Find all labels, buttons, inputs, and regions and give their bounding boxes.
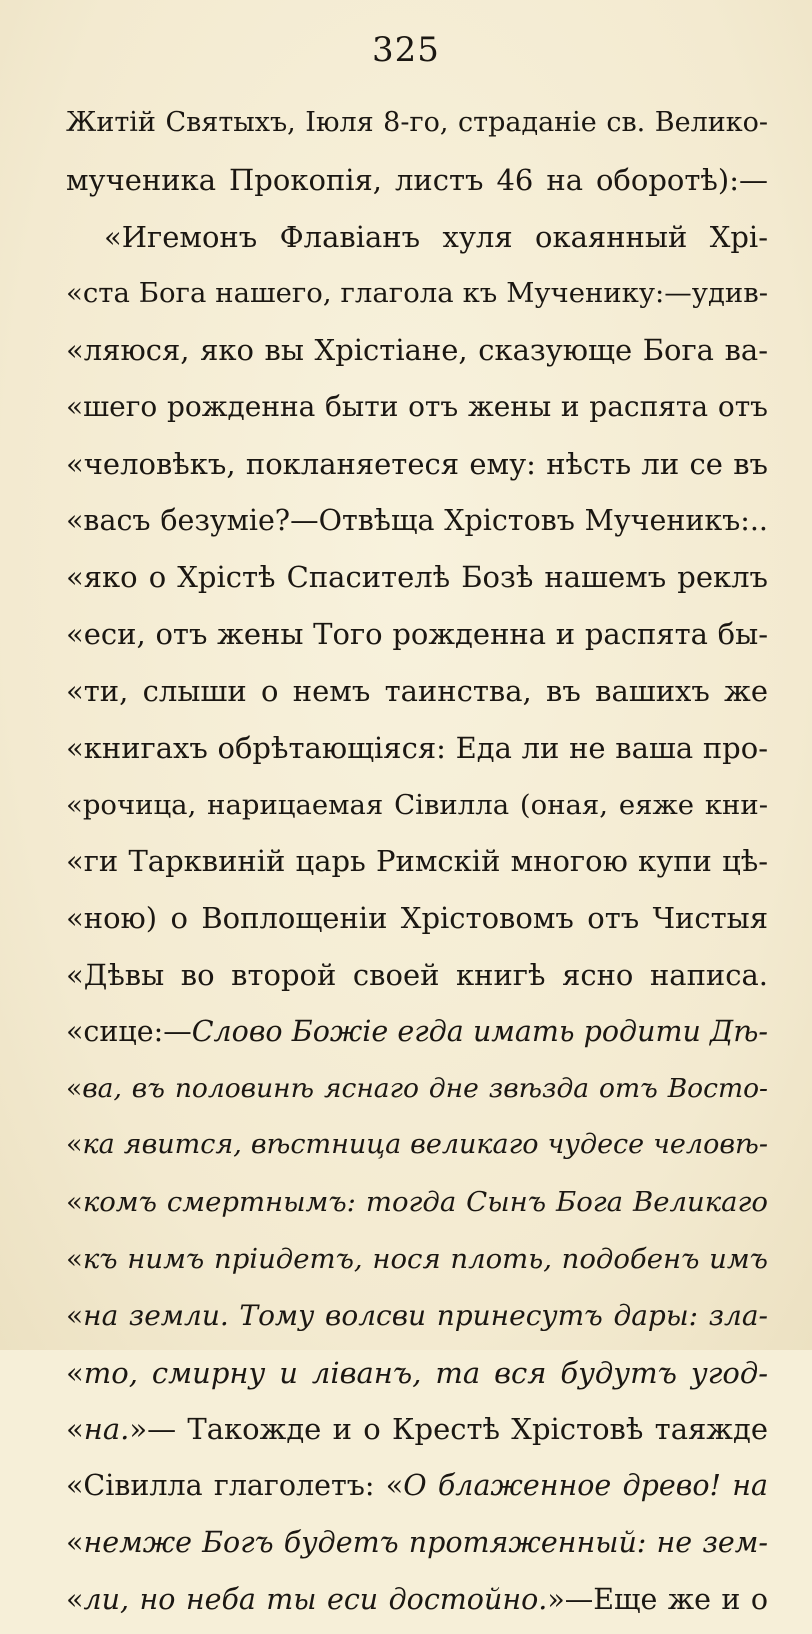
text-segment: « [66, 1298, 84, 1332]
text-line [66, 611, 768, 668]
text-segment: «шего рожденна быти отъ жены и распята отъ [66, 389, 768, 423]
text-line [66, 214, 768, 271]
italic-text-segment: на. [83, 1412, 130, 1447]
italic-text-segment: къ нимъ пріидетъ, нося плоть, подобенъ имъ [82, 1242, 768, 1275]
text-segment: мученика Прокопія, листъ 46 на оборотѣ):— [66, 162, 768, 197]
text-line [66, 384, 768, 441]
text-line [66, 1066, 768, 1123]
text-line [66, 441, 768, 498]
text-segment: «ги Тарквиній царь Римскій многою купи цѣ- [66, 844, 768, 879]
text-segment: «книгахъ обрѣтающіяся: Еда ли не ваша про- [66, 730, 768, 765]
italic-text-segment: О блаженное древо! на [403, 1469, 768, 1503]
text-segment: «еси, отъ жены Того рожденна и распята бы- [66, 617, 768, 652]
text-line [66, 327, 768, 384]
text-segment: «ста Бога нашего, глагола къ Мученику:—удив- [66, 277, 768, 310]
text-segment: «Сівилла глаголетъ: « [66, 1469, 404, 1503]
text-line [66, 1463, 768, 1520]
text-line [66, 838, 768, 895]
text-segment: « [66, 1186, 83, 1219]
text-line [66, 1122, 768, 1179]
text-line [66, 1406, 768, 1463]
text-line [66, 782, 768, 839]
body-text [66, 100, 768, 1634]
text-segment: « [66, 1412, 84, 1447]
text-segment: »—Еще же и о [547, 1582, 768, 1616]
text-segment: «Дѣвы во второй своей книгѣ ясно написа. [66, 957, 768, 992]
text-line [66, 1577, 768, 1634]
text-segment: «ляюся, яко вы Хрістіане, сказующе Бога ва- [66, 333, 768, 368]
italic-text-segment: ли, но неба ты еси достойно. [83, 1582, 548, 1616]
text-segment: «васъ безуміе?—Отвѣща Хрістовъ Мученикъ:.. [66, 503, 768, 537]
italic-text-segment: то, смирну и ліванъ, та вся будутъ угод- [83, 1355, 768, 1390]
text-segment: « [66, 1242, 83, 1275]
text-segment: « [66, 1072, 83, 1104]
italic-text-segment: комъ смертнымъ: тогда Сынъ Бога Великаго [82, 1186, 768, 1219]
text-line [66, 554, 768, 611]
italic-text-segment: ка явится, вѣстница великаго чудесе человѣ- [82, 1129, 768, 1161]
page-number: 325 [372, 30, 440, 70]
text-segment: «ти, слыши о немъ таинства, въ вашихъ же [66, 673, 768, 708]
text-segment: «рочица, нарицаемая Сівилла (оная, еяже кни- [66, 788, 768, 821]
text-segment: «яко о Хрістѣ Спасителѣ Бозѣ нашемъ реклъ [66, 560, 768, 595]
text-segment: «сице:— [66, 1014, 192, 1048]
text-segment: « [66, 1525, 84, 1559]
text-segment: « [66, 1582, 84, 1616]
text-segment: «человѣкъ, покланяетеся ему: нѣсть ли се въ [66, 446, 768, 481]
text-line [66, 157, 768, 214]
italic-text-segment: Слово Божіе егда имать родити Дѣ- [191, 1014, 768, 1048]
text-line [66, 895, 768, 952]
text-line [66, 498, 768, 555]
text-segment: « [66, 1355, 84, 1390]
text-line [66, 1520, 768, 1577]
text-segment: Житій Святыхъ, Іюля 8-го, страданіе св. Велико- [66, 107, 768, 138]
italic-text-segment: ва, въ половинѣ яснаго дне звѣзда отъ Восто- [82, 1072, 768, 1104]
text-line [66, 1009, 768, 1066]
text-segment: « [66, 1129, 83, 1161]
italic-text-segment: немже Богъ будетъ протяженный: не зем- [83, 1525, 768, 1559]
text-line [66, 100, 768, 157]
text-line [66, 952, 768, 1009]
text-line [66, 1236, 768, 1293]
text-segment: «ною) о Воплощеніи Хрістовомъ отъ Чистыя [66, 901, 768, 936]
text-line [66, 725, 768, 782]
italic-text-segment: на земли. Тому волсви принесутъ дары: зла- [83, 1298, 768, 1332]
text-line [66, 1350, 768, 1407]
text-line [66, 1293, 768, 1350]
text-segment: »— Такожде и о Крестѣ Хрістовѣ таяжде [129, 1412, 768, 1447]
text-line [66, 1179, 768, 1236]
text-line [66, 668, 768, 725]
text-line [66, 270, 768, 327]
text-segment: «Игемонъ Флавіанъ хуля окаянный Хрі- [104, 219, 768, 254]
